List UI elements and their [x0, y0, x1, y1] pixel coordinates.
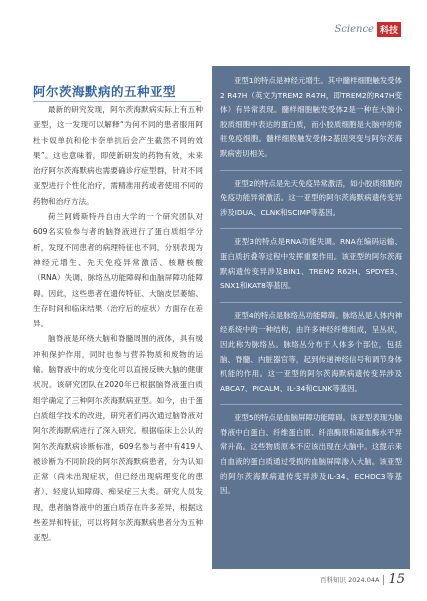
- article-body: [33, 102, 203, 546]
- subtype-4-text: 亚型4的特点是脉络丛功能障碍。脉络丛是人体内神经系统中的一种结构，由许多神经纤维组成，呈丛状，因此称为脉络丛。脉络丛分布于人体多个部位，包括脑、脊髓、内脏器官等，起到传递神经信号和调节身体机能的作用。这一亚型的阿尔茨海默病遗传变异涉及ABCA7、PICALM、IL-34和CLNK等基因。: [220, 310, 402, 393]
- section-keji-badge: 科技: [377, 22, 401, 37]
- sidebar-divider: [220, 228, 402, 229]
- section-tag: [334, 22, 401, 37]
- subtype-1-text: 亚型1的特点是神经元增生。其中髓样细胞触发受体2 R47H（英文为TREM2 R47H，即TREM2的R47H变体）有异常表现。髓样细胞触发受体2是一种在大脑小胶质细胞中表达的蛋白质，而小胶质细胞是大脑中的常驻免疫细胞。髓样细胞触发受体2基因突变与阿尔茨海默病密切相关。: [220, 76, 402, 158]
- page-header: [0, 0, 427, 46]
- page-number: 15: [388, 572, 405, 587]
- page-footer: [320, 572, 405, 587]
- article-title: 阿尔茨海默病的五种亚型: [33, 84, 177, 99]
- subtype-sidebar: [212, 66, 410, 569]
- sidebar-divider: [220, 302, 402, 303]
- subtype-3-text: 亚型3的特点是RNA功能失调。RNA在编码运输、蛋白质折叠等过程中发挥重要作用。该亚型的阿尔茨海默病遗传变异涉及BIN1、TREM2 R62H、SPDYE3、SNX1和KAT8等基因。: [220, 237, 402, 291]
- subtype-5-text: 亚型5的特点是血脑屏障功能障碍。该亚型表现为脑脊液中白蛋白、纤维蛋白原、纤溶酶原和凝血酶水平异常升高。这些物质原本不应该出现在大脑中。这提示来自血液的蛋白质通过受损的血脑屏障渗入大脑。该亚型的阿尔茨海默病遗传变异涉及IL-34、ECHDC3等基因。: [220, 413, 402, 496]
- sidebar-divider: [220, 404, 402, 405]
- subtype-2-text: 亚型2的特点是先天免疫异常激活，如小胶质细胞的免疫功能异常激活。这一亚型的阿尔茨海默病遗传变异涉及IDUA、CLNK和SCIMP等基因。: [220, 178, 402, 217]
- footer-divider: [383, 575, 384, 585]
- sidebar-divider: [220, 170, 402, 171]
- magazine-issue: 百科知识 2024.04A: [320, 576, 380, 584]
- section-science-label: Science: [334, 24, 374, 35]
- body-paragraph: 最新的研究发现，阿尔茨海默病实际上有五种亚型，这一发现可以解释“为何不同的患者服用阿杜卡奴单抗和伦卡奈单抗后会产生截然不同的效果”。这也意味着，即使新研发的药物有效，未来治疗阿尔茨海默病也需要确诊疗症型群，针对不同亚型进行个性化治疗，需精准用药或者使用不同的药物和治疗方法。: [33, 105, 203, 206]
- body-paragraph: 脑脊液是环绕大脑和脊髓周围的液体，具有缓冲和保护作用，同时也参与营养物质和废物的运输。脑脊液中的成分变化可以直接反映大脑的健康状况。该研究团队在2020年已根据脑脊液蛋白质组学确定了三种阿尔茨海默病亚型。如今，由于蛋白质组学技术的改进，研究者们再次通过脑脊液对阿尔茨海默病进行了深入研究。根据临床上公认的阿尔茨海默病诊断标准，609名参与者中有419人被诊断为不同阶段的阿尔茨海默病患者，分为认知正常（尚未出现症状，但已经出现病理变化的患者）、轻度认知障碍、痴呆症三大类。研究人员发现，患者脑脊液中的蛋白质存在许多差异，根据这些差异和特征，可以将阿尔茨海默病患者分为五种亚型。: [33, 334, 203, 543]
- body-paragraph: 荷兰阿姆斯特丹自由大学的一个研究团队对609名实验参与者的脑脊液进行了蛋白质组学分析，发现不同患者的病理特征也不同，分别表现为神经元增生、先天免疫异常激活、核糖核酸（RNA）失调、脉络丛功能障碍和血脑屏障功能障碍。因此，这些患者在遗传特征、大脑皮层萎缩、生存时间和临床结果（治疗后的症状）方面存在差异。: [33, 212, 203, 329]
